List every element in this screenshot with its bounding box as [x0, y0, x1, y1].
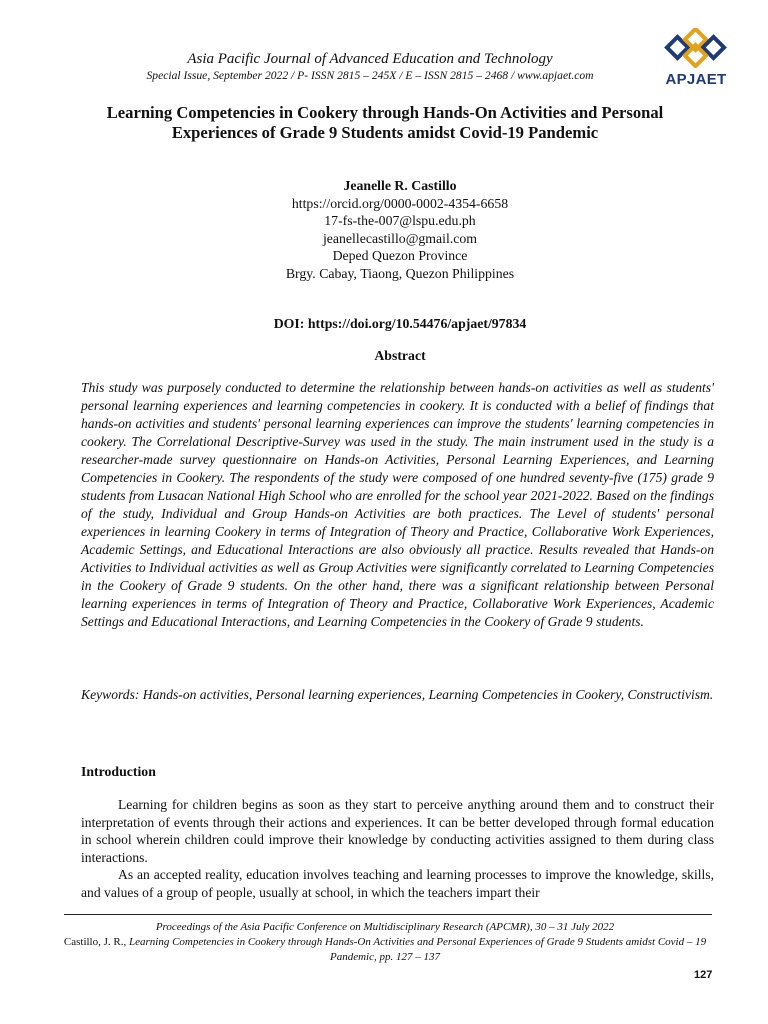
author-address: Brgy. Cabay, Tiaong, Quezon Philippines	[285, 265, 515, 281]
footer-citation-author: Castillo, J. R.,	[63, 936, 129, 948]
article-title: Learning Competencies in Cookery through Hands-On Activities and Personal Experiences of Grade 9 Students amidst Covid-19 Pandemic	[106, 103, 664, 142]
introduction-paragraph-1: Learning for children begins as soon as they start to perceive anything around them and to construct their interpretation of events through their actions and experiences. It can be better developed through formal education in school wherein children could improve their knowledge by conducting activities assigned to them during class interactions.	[81, 797, 714, 865]
author-name: Jeanelle R. Castillo	[343, 178, 457, 193]
introduction-heading: Introduction	[81, 764, 156, 779]
page-footer	[60, 920, 710, 965]
author-email-institutional[interactable]: 17-fs-the-007@lspu.edu.ph	[324, 213, 476, 228]
keywords: Keywords: Hands-on activities, Personal learning experiences, Learning Competencies in Cookery, Constructivism.	[81, 687, 714, 702]
footer-citation	[60, 935, 710, 965]
logo-text: APJAET	[665, 71, 727, 88]
author-block	[200, 177, 600, 282]
abstract-heading: Abstract	[374, 348, 426, 363]
abstract-text: This study was purposely conducted to determine the relationship between hands-on activities as well as students' personal learning experiences and learning competencies in cookery. It is conducted with a belief of findings that hands-on activities and students' personal learning experiences can improve the students' learning competencies in cookery. The Correlational Descriptive-Survey was used in the study. The main instrument used in the study is a researcher-made survey questionnaire on Hands-on Activities, Personal Learning Experiences, and Learning Competencies in Cookery. The respondents of the study were composed of one hundred seventy-five (175) grade 9 students from Lusacan National High School who are enrolled for the school year 2021-2022. Based on the findings of the study, Individual and Group Hands-on Activities are both practices. The Level of students' personal experiences in learning Cookery in terms of Integration of Theory and Practice, Collaborative Work Experiences, Academic Settings, and Educational Interactions are also obviously all practice. Results revealed that Hands-on Activities to Individual activities as well as Group Activities were significantly correlated to Learning Competencies in the Cookery of Grade 9 students. On the other hand, there was a significant relationship between Personal learning experiences in terms of Integration of Theory and Practice, Collaborative Work Experiences, Academic Settings and Educational Interactions, and Learning Competencies in the Cookery of Grade 9 students.	[81, 380, 714, 629]
footer-citation-title: Learning Competencies in Cookery through Hands-On Activities and Personal Experiences of Grade 9 Students amidst Covid – 19 Pandemic, pp. 127 – 137	[128, 936, 707, 963]
journal-issue-line: Special Issue, September 2022 / P- ISSN 2815 – 245X / E – ISSN 2815 – 2468 / www.apjaet.com	[146, 69, 594, 82]
author-affiliation: Deped Quezon Province	[332, 248, 468, 263]
logo-diamonds-icon	[664, 28, 728, 68]
introduction-paragraph-2: As an accepted reality, education involves teaching and learning processes to improve the knowledge, skills, and values of a group of people, usually at school, in which the teachers impart their	[81, 867, 714, 900]
footer-divider	[64, 914, 712, 915]
footer-proceedings: Proceedings of the Asia Pacific Conference on Multidisciplinary Research (APCMR), 30 – 31 July 2022	[155, 921, 615, 933]
page-number: 127	[694, 969, 713, 981]
author-email-personal[interactable]: jeanellecastillo@gmail.com	[322, 230, 478, 246]
journal-name: Asia Pacific Journal of Advanced Education and Technology	[187, 51, 553, 67]
page-header	[0, 0, 768, 90]
author-orcid[interactable]: https://orcid.org/0000-0002-4354-6658	[291, 195, 509, 211]
doi-link[interactable]: DOI: https://doi.org/10.54476/apjaet/97834	[273, 316, 527, 331]
apjaet-logo	[660, 28, 732, 92]
